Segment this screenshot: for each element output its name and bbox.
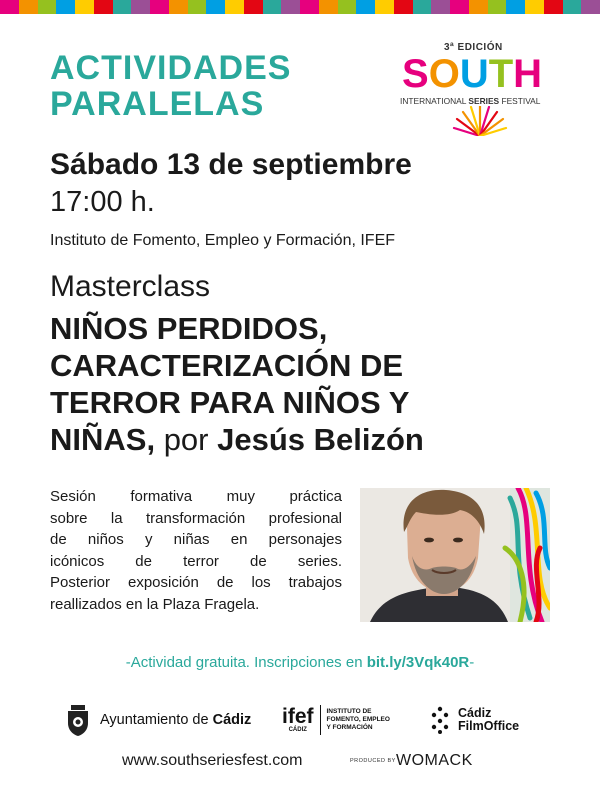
sponsor-cadiz-film-office — [430, 700, 519, 740]
event-kind: Masterclass — [50, 270, 211, 303]
stripe-segment — [338, 0, 357, 14]
sponsor-ayuntamiento — [64, 700, 251, 740]
headline-ninas: NIÑAS, — [50, 422, 156, 457]
ifef-wordmark: ifef — [282, 705, 314, 728]
stripe-segment — [263, 0, 282, 14]
stripe-segment — [131, 0, 150, 14]
title-line-2: PARALELAS — [50, 85, 265, 123]
headline-line: NIÑOS PERDIDOS, — [50, 311, 328, 346]
event-headline — [50, 310, 570, 458]
registration-note — [0, 654, 600, 671]
logo-wordmark — [402, 52, 542, 96]
description-line: Posterior exposición de los trabajos — [50, 574, 342, 591]
ayuntamiento-name — [100, 712, 251, 728]
stripe-segment — [94, 0, 113, 14]
headline-por: por — [155, 422, 218, 457]
stripe-segment — [75, 0, 94, 14]
logo-festival-text — [400, 96, 540, 106]
stripe-segment — [206, 0, 225, 14]
stripe-segment — [450, 0, 469, 14]
speaker-name: Jesús Belizón — [217, 422, 424, 457]
section-title — [50, 50, 291, 122]
stripe-segment — [56, 0, 75, 14]
logo-edition: 3ª EDICIÓN — [444, 42, 503, 53]
stripe-segment — [188, 0, 207, 14]
event-venue: Instituto de Fomento, Empleo y Formación, IFEF — [50, 232, 396, 249]
stripe-segment — [300, 0, 319, 14]
ayuntamiento-pre: Ayuntamiento de — [100, 712, 213, 728]
ifef-text-line: INSTITUTO DE — [326, 708, 372, 715]
festival-bold: SERIES — [468, 96, 500, 106]
stripe-segment — [0, 0, 19, 14]
stripe-segment — [431, 0, 450, 14]
logo-letter: O — [428, 52, 460, 96]
producer-name: WOMACK — [396, 752, 473, 769]
event-date: Sábado 13 de septiembre — [50, 148, 412, 181]
produced-by-label: PRODUCED BY — [350, 758, 396, 764]
stripe-segment — [356, 0, 375, 14]
south-festival-logo — [398, 38, 558, 138]
stripe-segment — [375, 0, 394, 14]
stripe-segment — [150, 0, 169, 14]
stripe-segment — [319, 0, 338, 14]
ifef-text-line: Y FORMACIÓN — [326, 724, 373, 731]
stripe-segment — [525, 0, 544, 14]
festival-pre: INTERNATIONAL — [400, 96, 469, 106]
description-line: Sesión formativa muy práctica — [50, 488, 342, 505]
logo-letter: T — [488, 52, 514, 96]
cadiz-film-office-name — [458, 707, 519, 733]
registration-prefix: -Actividad gratuita. Inscripciones en — [125, 654, 367, 671]
ifef-text-line: FOMENTO, EMPLEO — [326, 716, 390, 723]
event-time: 17:00 h. — [50, 186, 155, 218]
ifef-city: CÁDIZ — [288, 727, 307, 733]
stripe-segment — [469, 0, 488, 14]
ifef-fullname — [327, 708, 390, 732]
cadiz-line-1: Cádiz — [458, 706, 492, 720]
stripe-segment — [281, 0, 300, 14]
website-link[interactable]: www.southseriesfest.com — [122, 752, 303, 769]
logo-letter: U — [459, 52, 489, 96]
headline-line: TERROR PARA NIÑOS Y — [50, 385, 410, 420]
registration-link[interactable]: bit.ly/3Vqk40R — [366, 654, 470, 671]
stripe-segment — [38, 0, 57, 14]
speaker-portrait — [360, 488, 550, 622]
logo-letter: H — [513, 52, 543, 96]
ifef-logo — [282, 707, 314, 733]
color-stripe — [0, 0, 600, 14]
ifef-divider — [320, 705, 321, 735]
dots-icon — [430, 706, 450, 734]
description-line: icónicos de terror de series. — [50, 552, 342, 570]
ayuntamiento-bold: Cádiz — [212, 712, 252, 728]
stripe-segment — [544, 0, 563, 14]
sponsor-ifef — [282, 700, 390, 740]
stripe-segment — [506, 0, 525, 14]
stripe-segment — [244, 0, 263, 14]
stripe-segment — [563, 0, 582, 14]
speaker-photo — [360, 488, 550, 622]
festival-post: FESTIVAL — [499, 96, 541, 106]
description-line: reallizados en la Plaza Fragela. — [50, 595, 260, 613]
stripe-segment — [169, 0, 188, 14]
stripe-segment — [225, 0, 244, 14]
stripe-segment — [113, 0, 132, 14]
registration-suffix: - — [469, 654, 475, 671]
description-line: de niños y niñas en personajes — [50, 531, 342, 548]
stripe-segment — [581, 0, 600, 14]
headline-last-line — [50, 421, 570, 458]
title-line-1: ACTIVIDADES — [50, 49, 292, 87]
coat-of-arms-icon — [64, 703, 92, 737]
cadiz-line-2: FilmOffice — [458, 719, 520, 733]
sunburst-icon — [452, 106, 508, 136]
event-description — [50, 486, 342, 615]
stripe-segment — [19, 0, 38, 14]
headline-line: CARACTERIZACIÓN DE — [50, 348, 404, 383]
logo-letter: S — [402, 52, 429, 96]
stripe-segment — [394, 0, 413, 14]
stripe-segment — [488, 0, 507, 14]
description-line: sobre la transformación profesional — [50, 509, 342, 527]
stripe-segment — [413, 0, 432, 14]
